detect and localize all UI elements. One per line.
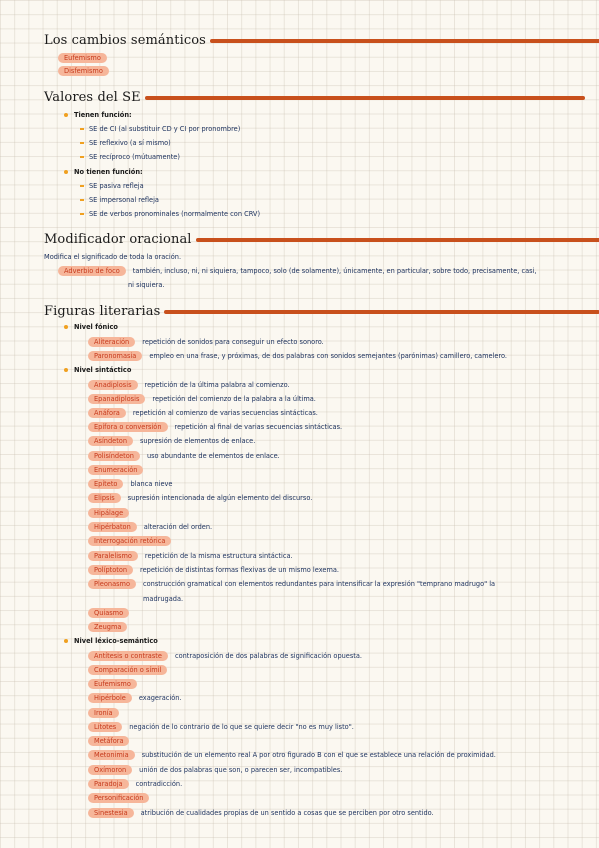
term-highlight: Polisíndeton [88, 451, 140, 461]
figure-row [88, 464, 150, 476]
group-label: Tienen función: [74, 111, 132, 119]
term-highlight: Metonimia [88, 750, 135, 760]
list-item: Adverbio de foco también, incluso, ni, ni siquiera, tampoco, solo (de solamente), únicamente, en particular, sobre todo, precisamente, casi, [58, 265, 537, 277]
term-highlight: Anáfora [88, 408, 126, 418]
figure-row: Políptoton repetición de distintas formas flexivas de un mismo lexema. [88, 564, 339, 576]
heading-modificador-title: Modificador oracional [44, 232, 192, 247]
figure-row: Elipsis supresión intencionada de algún elemento del discurso. [88, 492, 312, 504]
figure-row: Lítotes negación de lo contrario de lo que se quiere decir "no es muy listo". [88, 721, 354, 733]
figure-row: Oxímoron unión de dos palabras que son, o parecen ser, incompatibles. [88, 764, 342, 776]
list-item: SE reflexivo (a sí mismo) [80, 137, 171, 149]
figure-row: Paradoja contradicción. [88, 778, 182, 790]
figure-row: Hipérbole exageración. [88, 692, 182, 704]
list-item [64, 635, 158, 647]
list-item: SE pasiva refleja [80, 180, 144, 192]
term-highlight: Eufemismo [88, 679, 137, 689]
term-highlight: Ironía [88, 708, 119, 718]
bullet-icon [64, 639, 68, 643]
figure-row [88, 707, 126, 719]
list-item [64, 109, 132, 121]
list-item [64, 321, 118, 333]
term-highlight: Paralelismo [88, 551, 138, 561]
figure-row: Hipérbaton alteración del orden. [88, 521, 212, 533]
dash-icon [80, 128, 84, 129]
term-highlight: Comparación o símil [88, 665, 167, 675]
list-item: SE impersonal refleja [80, 194, 159, 206]
definition: Modifica el significado de toda la oración. [44, 253, 182, 261]
list-item [64, 166, 143, 178]
term-highlight: Sinestesia [88, 808, 134, 818]
list-item [64, 364, 131, 376]
dash-icon [80, 185, 84, 186]
term-highlight: Epanadiplosis [88, 394, 145, 404]
dash-icon [80, 142, 84, 143]
group-label: Nivel léxico-semántico [74, 637, 158, 645]
figure-row: Paronomasia empleo en una frase, y próximas, de dos palabras con sonidos semejantes (parónimas) camillero, camelero. [88, 350, 507, 362]
figure-row: Sinestesia atribución de cualidades propias de un sentido a cosas que se perciben por otro sentido. [88, 807, 434, 819]
figure-row [88, 664, 174, 676]
term-highlight: Enumeración [88, 465, 143, 475]
bullet-icon [64, 170, 68, 174]
term-highlight: Lítotes [88, 722, 122, 732]
figure-row: Anáfora repetición al comienzo de varias secuencias sintácticas. [88, 407, 318, 419]
term-highlight: Personificación [88, 793, 149, 803]
heading-cambios-title: Los cambios semánticos [44, 33, 206, 48]
heading-cambios [44, 33, 599, 48]
bullet-icon [64, 325, 68, 329]
dash-icon [80, 156, 84, 157]
figure-row: Paralelismo repetición de la misma estructura sintáctica. [88, 550, 293, 562]
term-highlight: Disfemismo [58, 66, 109, 76]
list-item: SE recíproco (mútuamente) [80, 151, 180, 163]
term-highlight: Hipálage [88, 508, 129, 518]
term-highlight: Epíteto [88, 479, 123, 489]
group-label: No tienen función: [74, 168, 143, 176]
figure-row: Epíteto blanca nieve [88, 478, 172, 490]
term-highlight: Interrogación retórica [88, 536, 171, 546]
term-highlight: Anadiplosis [88, 380, 138, 390]
term-highlight: Adverbio de foco [58, 266, 126, 276]
term-highlight: Aliteración [88, 337, 135, 347]
term-highlight: Eufemismo [58, 53, 107, 63]
term-highlight: Quiasmo [88, 608, 129, 618]
heading-underline [145, 96, 585, 100]
heading-se-title: Valores del SE [44, 90, 141, 105]
term-highlight: Epífora o conversión [88, 422, 168, 432]
term-highlight: Antítesis o contraste [88, 651, 168, 661]
term-highlight: Metáfora [88, 736, 129, 746]
figure-row: Aliteración repetición de sonidos para conseguir un efecto sonoro. [88, 336, 324, 348]
figure-row [88, 621, 134, 633]
heading-underline [196, 238, 599, 242]
term-highlight: Hipérbaton [88, 522, 137, 532]
term-highlight: Oxímoron [88, 765, 132, 775]
figure-row: Epífora o conversión repetición al final de varias secuencias sintácticas. [88, 421, 342, 433]
group-label: Nivel fónico [74, 323, 118, 331]
term-highlight: Pleonasmo [88, 579, 136, 589]
figure-row: Pleonasmo construcción gramatical con elementos redundantes para intensificar la expresión "temprano madrugo" la [88, 578, 495, 590]
term-highlight: Elipsis [88, 493, 121, 503]
bullet-icon [64, 368, 68, 372]
figure-row: Anadiplosis repetición de la última palabra al comienzo. [88, 379, 290, 391]
heading-se [44, 90, 585, 105]
list-item: SE de CI (al substituir CD y CI por pronombre) [80, 123, 240, 135]
heading-figuras-title: Figuras literarias [44, 304, 161, 319]
list-item: SE de verbos pronominales (normalmente con CRV) [80, 208, 260, 220]
figure-row [88, 607, 136, 619]
figure-row: Metonimia substitución de un elemento real A por otro figurado B con el que se establece una relación de proximidad. [88, 749, 496, 761]
term-highlight: Políptoton [88, 565, 133, 575]
figure-row [88, 535, 178, 547]
bullet-icon [64, 113, 68, 117]
figure-row: Antítesis o contraste contraposición de dos palabras de significación opuesta. [88, 650, 362, 662]
heading-modificador [44, 232, 599, 247]
dash-icon [80, 213, 84, 214]
term-highlight: Paronomasia [88, 351, 142, 361]
figure-row-continuation: madrugada. [143, 595, 184, 603]
term-highlight: Zeugma [88, 622, 127, 632]
figure-row [88, 792, 156, 804]
term-highlight: Paradoja [88, 779, 129, 789]
figure-row: Polisíndeton uso abundante de elementos de enlace. [88, 450, 280, 462]
figure-row: Asíndeton supresión de elementos de enlace. [88, 435, 255, 447]
list-item [58, 52, 114, 64]
dash-icon [80, 199, 84, 200]
term-highlight: Asíndeton [88, 436, 133, 446]
figure-row [88, 678, 144, 690]
list-item-continuation: ni siquiera. [128, 281, 165, 289]
figure-row: Epanadiplosis repetición del comienzo de la palabra a la última. [88, 393, 316, 405]
heading-underline [210, 39, 599, 43]
list-item [58, 65, 116, 77]
group-label: Nivel sintáctico [74, 366, 132, 374]
heading-figuras [44, 304, 599, 319]
heading-underline [164, 310, 599, 314]
figure-row [88, 507, 136, 519]
term-highlight: Hipérbole [88, 693, 132, 703]
figure-row [88, 735, 136, 747]
